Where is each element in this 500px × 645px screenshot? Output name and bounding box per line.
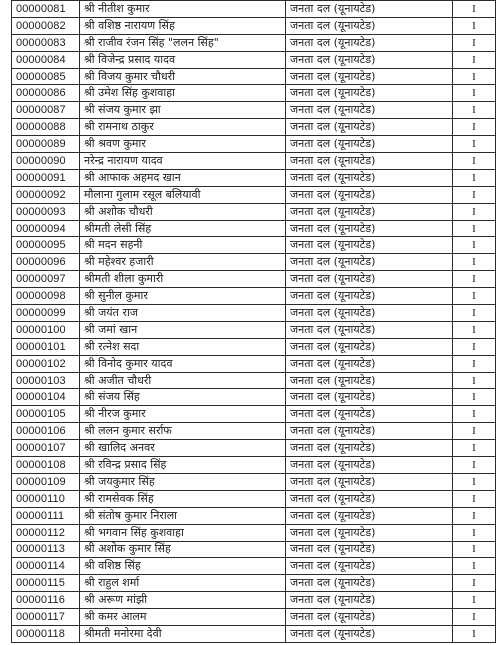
member-id-cell: 00000103: [12, 372, 80, 389]
category-code-cell: I: [453, 169, 496, 186]
category-code-cell: I: [453, 203, 496, 220]
table-row: [12, 338, 496, 355]
table-row: [12, 321, 496, 338]
category-code-cell: I: [453, 17, 496, 34]
table-row: [12, 440, 496, 457]
category-code-cell: I: [453, 321, 496, 338]
member-id-cell: 00000093: [12, 203, 80, 220]
party-name-cell: जनता दल (यूनायटेड): [286, 457, 453, 474]
party-name-cell: जनता दल (यूनायटेड): [286, 119, 453, 136]
member-id-cell: 00000098: [12, 288, 80, 305]
party-name-cell: जनता दल (यूनायटेड): [286, 406, 453, 423]
member-name-cell: श्री जयकुमार सिंह: [80, 473, 286, 490]
party-name-cell: जनता दल (यूनायटेड): [286, 102, 453, 119]
party-name-cell: जनता दल (यूनायटेड): [286, 254, 453, 271]
party-name-cell: जनता दल (यूनायटेड): [286, 305, 453, 322]
member-id-cell: 00000108: [12, 457, 80, 474]
member-id-cell: 00000115: [12, 575, 80, 592]
table-row: [12, 406, 496, 423]
category-code-cell: I: [453, 1, 496, 18]
category-code-cell: I: [453, 372, 496, 389]
party-name-cell: जनता दल (यूनायटेड): [286, 440, 453, 457]
table-row: [12, 169, 496, 186]
member-name-cell: श्री वशिष्ठ नारायण सिंह: [80, 17, 286, 34]
table-row: [12, 68, 496, 85]
category-code-cell: I: [453, 68, 496, 85]
party-name-cell: जनता दल (यूनायटेड): [286, 592, 453, 609]
category-code-cell: I: [453, 34, 496, 51]
member-id-cell: 00000100: [12, 321, 80, 338]
party-name-cell: जनता दल (यूनायटेड): [286, 490, 453, 507]
table-row: [12, 558, 496, 575]
category-code-cell: I: [453, 305, 496, 322]
member-id-cell: 00000091: [12, 169, 80, 186]
member-id-cell: 00000116: [12, 592, 80, 609]
table-row: [12, 541, 496, 558]
party-name-cell: जनता दल (यूनायटेड): [286, 524, 453, 541]
category-code-cell: I: [453, 592, 496, 609]
table-row: [12, 524, 496, 541]
table-row: [12, 271, 496, 288]
member-id-cell: 00000101: [12, 338, 80, 355]
member-name-cell: श्री नीतीश कुमार: [80, 1, 286, 18]
member-id-cell: 00000083: [12, 34, 80, 51]
member-id-cell: 00000097: [12, 271, 80, 288]
category-code-cell: I: [453, 490, 496, 507]
table-row: [12, 507, 496, 524]
category-code-cell: I: [453, 288, 496, 305]
party-name-cell: जनता दल (यूनायटेड): [286, 321, 453, 338]
category-code-cell: I: [453, 85, 496, 102]
member-name-cell: श्री रत्नेश सदा: [80, 338, 286, 355]
table-row: [12, 609, 496, 626]
member-name-cell: श्री विजय कुमार चौधरी: [80, 68, 286, 85]
member-name-cell: श्री विजेन्द्र प्रसाद यादव: [80, 51, 286, 68]
member-id-cell: 00000090: [12, 153, 80, 170]
category-code-cell: I: [453, 609, 496, 626]
category-code-cell: I: [453, 254, 496, 271]
member-name-cell: श्री रामसेवक सिंह: [80, 490, 286, 507]
category-code-cell: I: [453, 558, 496, 575]
member-id-cell: 00000084: [12, 51, 80, 68]
table-row: [12, 186, 496, 203]
member-id-cell: 00000082: [12, 17, 80, 34]
member-id-cell: 00000102: [12, 355, 80, 372]
party-name-cell: जनता दल (यूनायटेड): [286, 625, 453, 642]
member-id-cell: 00000118: [12, 625, 80, 642]
party-name-cell: जनता दल (यूनायटेड): [286, 186, 453, 203]
members-table: [11, 0, 496, 643]
member-name-cell: श्री श्रवण कुमार: [80, 136, 286, 153]
member-name-cell: श्री राहुल शर्मा: [80, 575, 286, 592]
party-name-cell: जनता दल (यूनायटेड): [286, 423, 453, 440]
member-name-cell: श्री अजीत चौधरी: [80, 372, 286, 389]
member-id-cell: 00000104: [12, 389, 80, 406]
member-name-cell: श्री ललन कुमार सर्राफ: [80, 423, 286, 440]
category-code-cell: I: [453, 338, 496, 355]
party-name-cell: जनता दल (यूनायटेड): [286, 372, 453, 389]
party-name-cell: जनता दल (यूनायटेड): [286, 220, 453, 237]
party-name-cell: जनता दल (यूनायटेड): [286, 271, 453, 288]
category-code-cell: I: [453, 507, 496, 524]
table-row: [12, 119, 496, 136]
member-id-cell: 00000081: [12, 1, 80, 18]
category-code-cell: I: [453, 473, 496, 490]
party-name-cell: जनता दल (यूनायटेड): [286, 558, 453, 575]
category-code-cell: I: [453, 457, 496, 474]
table-row: [12, 153, 496, 170]
member-name-cell: श्री संजय कुमार झा: [80, 102, 286, 119]
member-name-cell: श्री रामनाथ ठाकुर: [80, 119, 286, 136]
member-id-cell: 00000094: [12, 220, 80, 237]
party-name-cell: जनता दल (यूनायटेड): [286, 68, 453, 85]
table-row: [12, 625, 496, 642]
party-name-cell: जनता दल (यूनायटेड): [286, 473, 453, 490]
member-id-cell: 00000105: [12, 406, 80, 423]
category-code-cell: I: [453, 423, 496, 440]
table-row: [12, 457, 496, 474]
member-name-cell: श्री विनोद कुमार यादव: [80, 355, 286, 372]
table-row: [12, 592, 496, 609]
member-id-cell: 00000107: [12, 440, 80, 457]
member-name-cell: श्री अरूण मांझी: [80, 592, 286, 609]
category-code-cell: I: [453, 119, 496, 136]
category-code-cell: I: [453, 524, 496, 541]
category-code-cell: I: [453, 186, 496, 203]
table-row: [12, 423, 496, 440]
member-name-cell: श्री मदन सहनी: [80, 237, 286, 254]
category-code-cell: I: [453, 406, 496, 423]
member-id-cell: 00000099: [12, 305, 80, 322]
member-name-cell: मौलाना गुलाम रसूल बलियावी: [80, 186, 286, 203]
member-name-cell: श्री अशोक कुमार सिंह: [80, 541, 286, 558]
member-name-cell: श्रीमती शीला कुमारी: [80, 271, 286, 288]
member-name-cell: श्री रविन्द्र प्रसाद सिंह: [80, 457, 286, 474]
member-name-cell: श्री कमर आलम: [80, 609, 286, 626]
party-name-cell: जनता दल (यूनायटेड): [286, 541, 453, 558]
member-name-cell: श्री जमां खान: [80, 321, 286, 338]
category-code-cell: I: [453, 136, 496, 153]
party-name-cell: जनता दल (यूनायटेड): [286, 288, 453, 305]
category-code-cell: I: [453, 541, 496, 558]
member-id-cell: 00000088: [12, 119, 80, 136]
party-name-cell: जनता दल (यूनायटेड): [286, 575, 453, 592]
category-code-cell: I: [453, 440, 496, 457]
member-id-cell: 00000089: [12, 136, 80, 153]
member-name-cell: श्री अशोक चौधरी: [80, 203, 286, 220]
party-name-cell: जनता दल (यूनायटेड): [286, 203, 453, 220]
member-name-cell: नरेन्द्र नारायण यादव: [80, 153, 286, 170]
member-name-cell: श्रीमती मनोरमा देवी: [80, 625, 286, 642]
party-name-cell: जनता दल (यूनायटेड): [286, 338, 453, 355]
party-name-cell: जनता दल (यूनायटेड): [286, 169, 453, 186]
table-row: [12, 355, 496, 372]
party-name-cell: जनता दल (यूनायटेड): [286, 237, 453, 254]
table-row: [12, 389, 496, 406]
member-id-cell: 00000092: [12, 186, 80, 203]
member-id-cell: 00000113: [12, 541, 80, 558]
party-name-cell: जनता दल (यूनायटेड): [286, 153, 453, 170]
member-name-cell: श्री महेश्वर हजारी: [80, 254, 286, 271]
table-row: [12, 372, 496, 389]
member-id-cell: 00000111: [12, 507, 80, 524]
party-name-cell: जनता दल (यूनायटेड): [286, 355, 453, 372]
member-name-cell: श्री भगवान सिंह कुशवाहा: [80, 524, 286, 541]
party-name-cell: जनता दल (यूनायटेड): [286, 51, 453, 68]
party-name-cell: जनता दल (यूनायटेड): [286, 1, 453, 18]
member-name-cell: श्रीमती लेसी सिंह: [80, 220, 286, 237]
member-name-cell: श्री उमेश सिंह कुशवाहा: [80, 85, 286, 102]
member-name-cell: श्री राजीव रंजन सिंह "ललन सिंह": [80, 34, 286, 51]
member-name-cell: श्री वशिष्ठ सिंह: [80, 558, 286, 575]
category-code-cell: I: [453, 355, 496, 372]
table-row: [12, 85, 496, 102]
member-name-cell: श्री संतोष कुमार निराला: [80, 507, 286, 524]
table-row: [12, 203, 496, 220]
table-row: [12, 17, 496, 34]
member-name-cell: श्री जयंत राज: [80, 305, 286, 322]
member-name-cell: श्री संजय सिंह: [80, 389, 286, 406]
category-code-cell: I: [453, 237, 496, 254]
member-name-cell: श्री नीरज कुमार: [80, 406, 286, 423]
member-name-cell: श्री आफाक अहमद खान: [80, 169, 286, 186]
table-row: [12, 237, 496, 254]
member-id-cell: 00000117: [12, 609, 80, 626]
category-code-cell: I: [453, 575, 496, 592]
member-id-cell: 00000110: [12, 490, 80, 507]
party-name-cell: जनता दल (यूनायटेड): [286, 609, 453, 626]
table-row: [12, 490, 496, 507]
members-table-body: [12, 1, 496, 643]
party-name-cell: जनता दल (यूनायटेड): [286, 389, 453, 406]
table-row: [12, 136, 496, 153]
category-code-cell: I: [453, 51, 496, 68]
category-code-cell: I: [453, 102, 496, 119]
table-row: [12, 220, 496, 237]
member-id-cell: 00000114: [12, 558, 80, 575]
table-row: [12, 305, 496, 322]
category-code-cell: I: [453, 220, 496, 237]
party-name-cell: जनता दल (यूनायटेड): [286, 34, 453, 51]
member-id-cell: 00000085: [12, 68, 80, 85]
table-row: [12, 1, 496, 18]
party-name-cell: जनता दल (यूनायटेड): [286, 136, 453, 153]
member-name-cell: श्री खालिद अनवर: [80, 440, 286, 457]
member-id-cell: 00000106: [12, 423, 80, 440]
table-row: [12, 102, 496, 119]
member-id-cell: 00000087: [12, 102, 80, 119]
party-name-cell: जनता दल (यूनायटेड): [286, 85, 453, 102]
table-row: [12, 254, 496, 271]
table-row: [12, 34, 496, 51]
category-code-cell: I: [453, 271, 496, 288]
table-row: [12, 51, 496, 68]
member-id-cell: 00000112: [12, 524, 80, 541]
member-id-cell: 00000109: [12, 473, 80, 490]
category-code-cell: I: [453, 153, 496, 170]
table-row: [12, 575, 496, 592]
party-name-cell: जनता दल (यूनायटेड): [286, 17, 453, 34]
category-code-cell: I: [453, 625, 496, 642]
member-id-cell: 00000096: [12, 254, 80, 271]
member-id-cell: 00000095: [12, 237, 80, 254]
member-id-cell: 00000086: [12, 85, 80, 102]
table-row: [12, 473, 496, 490]
member-name-cell: श्री सुनील कुमार: [80, 288, 286, 305]
category-code-cell: I: [453, 389, 496, 406]
table-row: [12, 288, 496, 305]
party-name-cell: जनता दल (यूनायटेड): [286, 507, 453, 524]
